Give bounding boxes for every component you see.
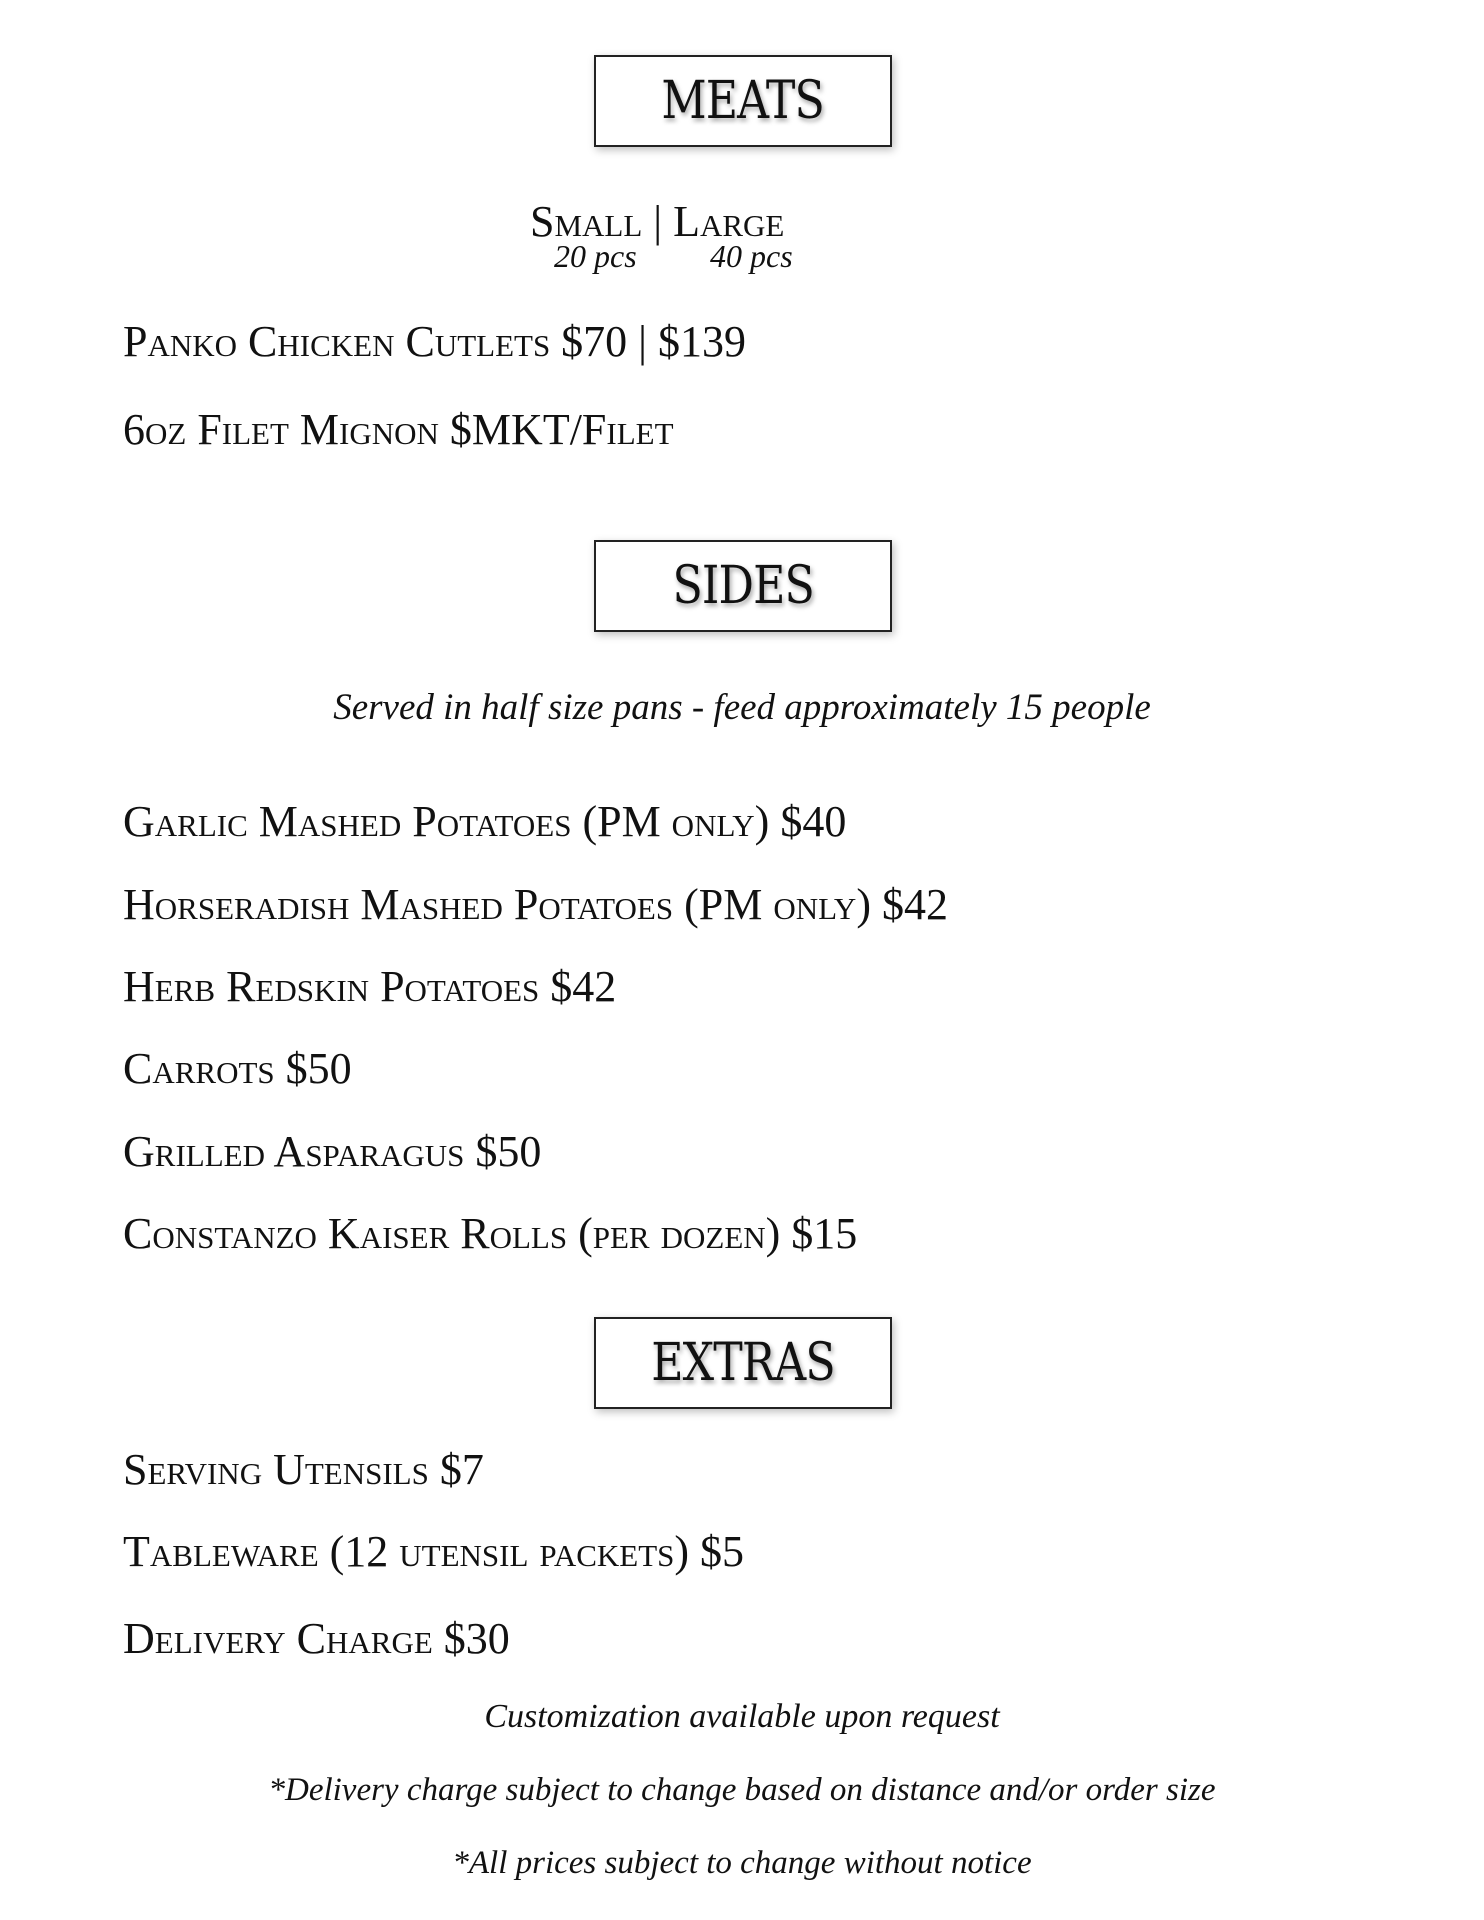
menu-item: Serving Utensils $7 xyxy=(123,1445,484,1494)
size-header: Small | Large xyxy=(530,197,785,246)
menu-item: Carrots $50 xyxy=(123,1044,352,1093)
menu-item: Grilled Asparagus $50 xyxy=(123,1127,542,1176)
menu-item: Delivery Charge $30 xyxy=(123,1614,510,1663)
sides-title: SIDES xyxy=(672,556,814,616)
meats-title: MEATS xyxy=(661,71,825,131)
sides-note: Served in half size pans - feed approximately 15 people xyxy=(333,687,1151,728)
extras-title: EXTRAS xyxy=(651,1333,835,1393)
customization-note: Customization available upon request xyxy=(484,1698,1000,1735)
menu-item: Garlic Mashed Potatoes (PM only) $40 xyxy=(123,797,847,846)
menu-item: Tableware (12 utensil packets) $5 xyxy=(123,1527,745,1576)
menu-item: Panko Chicken Cutlets $70 | $139 xyxy=(123,317,746,366)
extras-header-box xyxy=(594,1317,892,1409)
menu-item: Herb Redskin Potatoes $42 xyxy=(123,962,617,1011)
sides-header-box xyxy=(594,540,892,632)
small-count: 20 pcs xyxy=(554,238,637,274)
meats-header-box xyxy=(594,55,892,147)
menu-item: 6oz Filet Mignon $MKT/Filet xyxy=(123,405,674,454)
menu-item: Constanzo Kaiser Rolls (per dozen) $15 xyxy=(123,1209,858,1258)
price-note: *All prices subject to change without notice xyxy=(452,1845,1032,1881)
delivery-note: *Delivery charge subject to change based on distance and/or order size xyxy=(268,1772,1216,1808)
large-count: 40 pcs xyxy=(710,238,793,274)
menu-item: Horseradish Mashed Potatoes (PM only) $42 xyxy=(123,880,948,929)
